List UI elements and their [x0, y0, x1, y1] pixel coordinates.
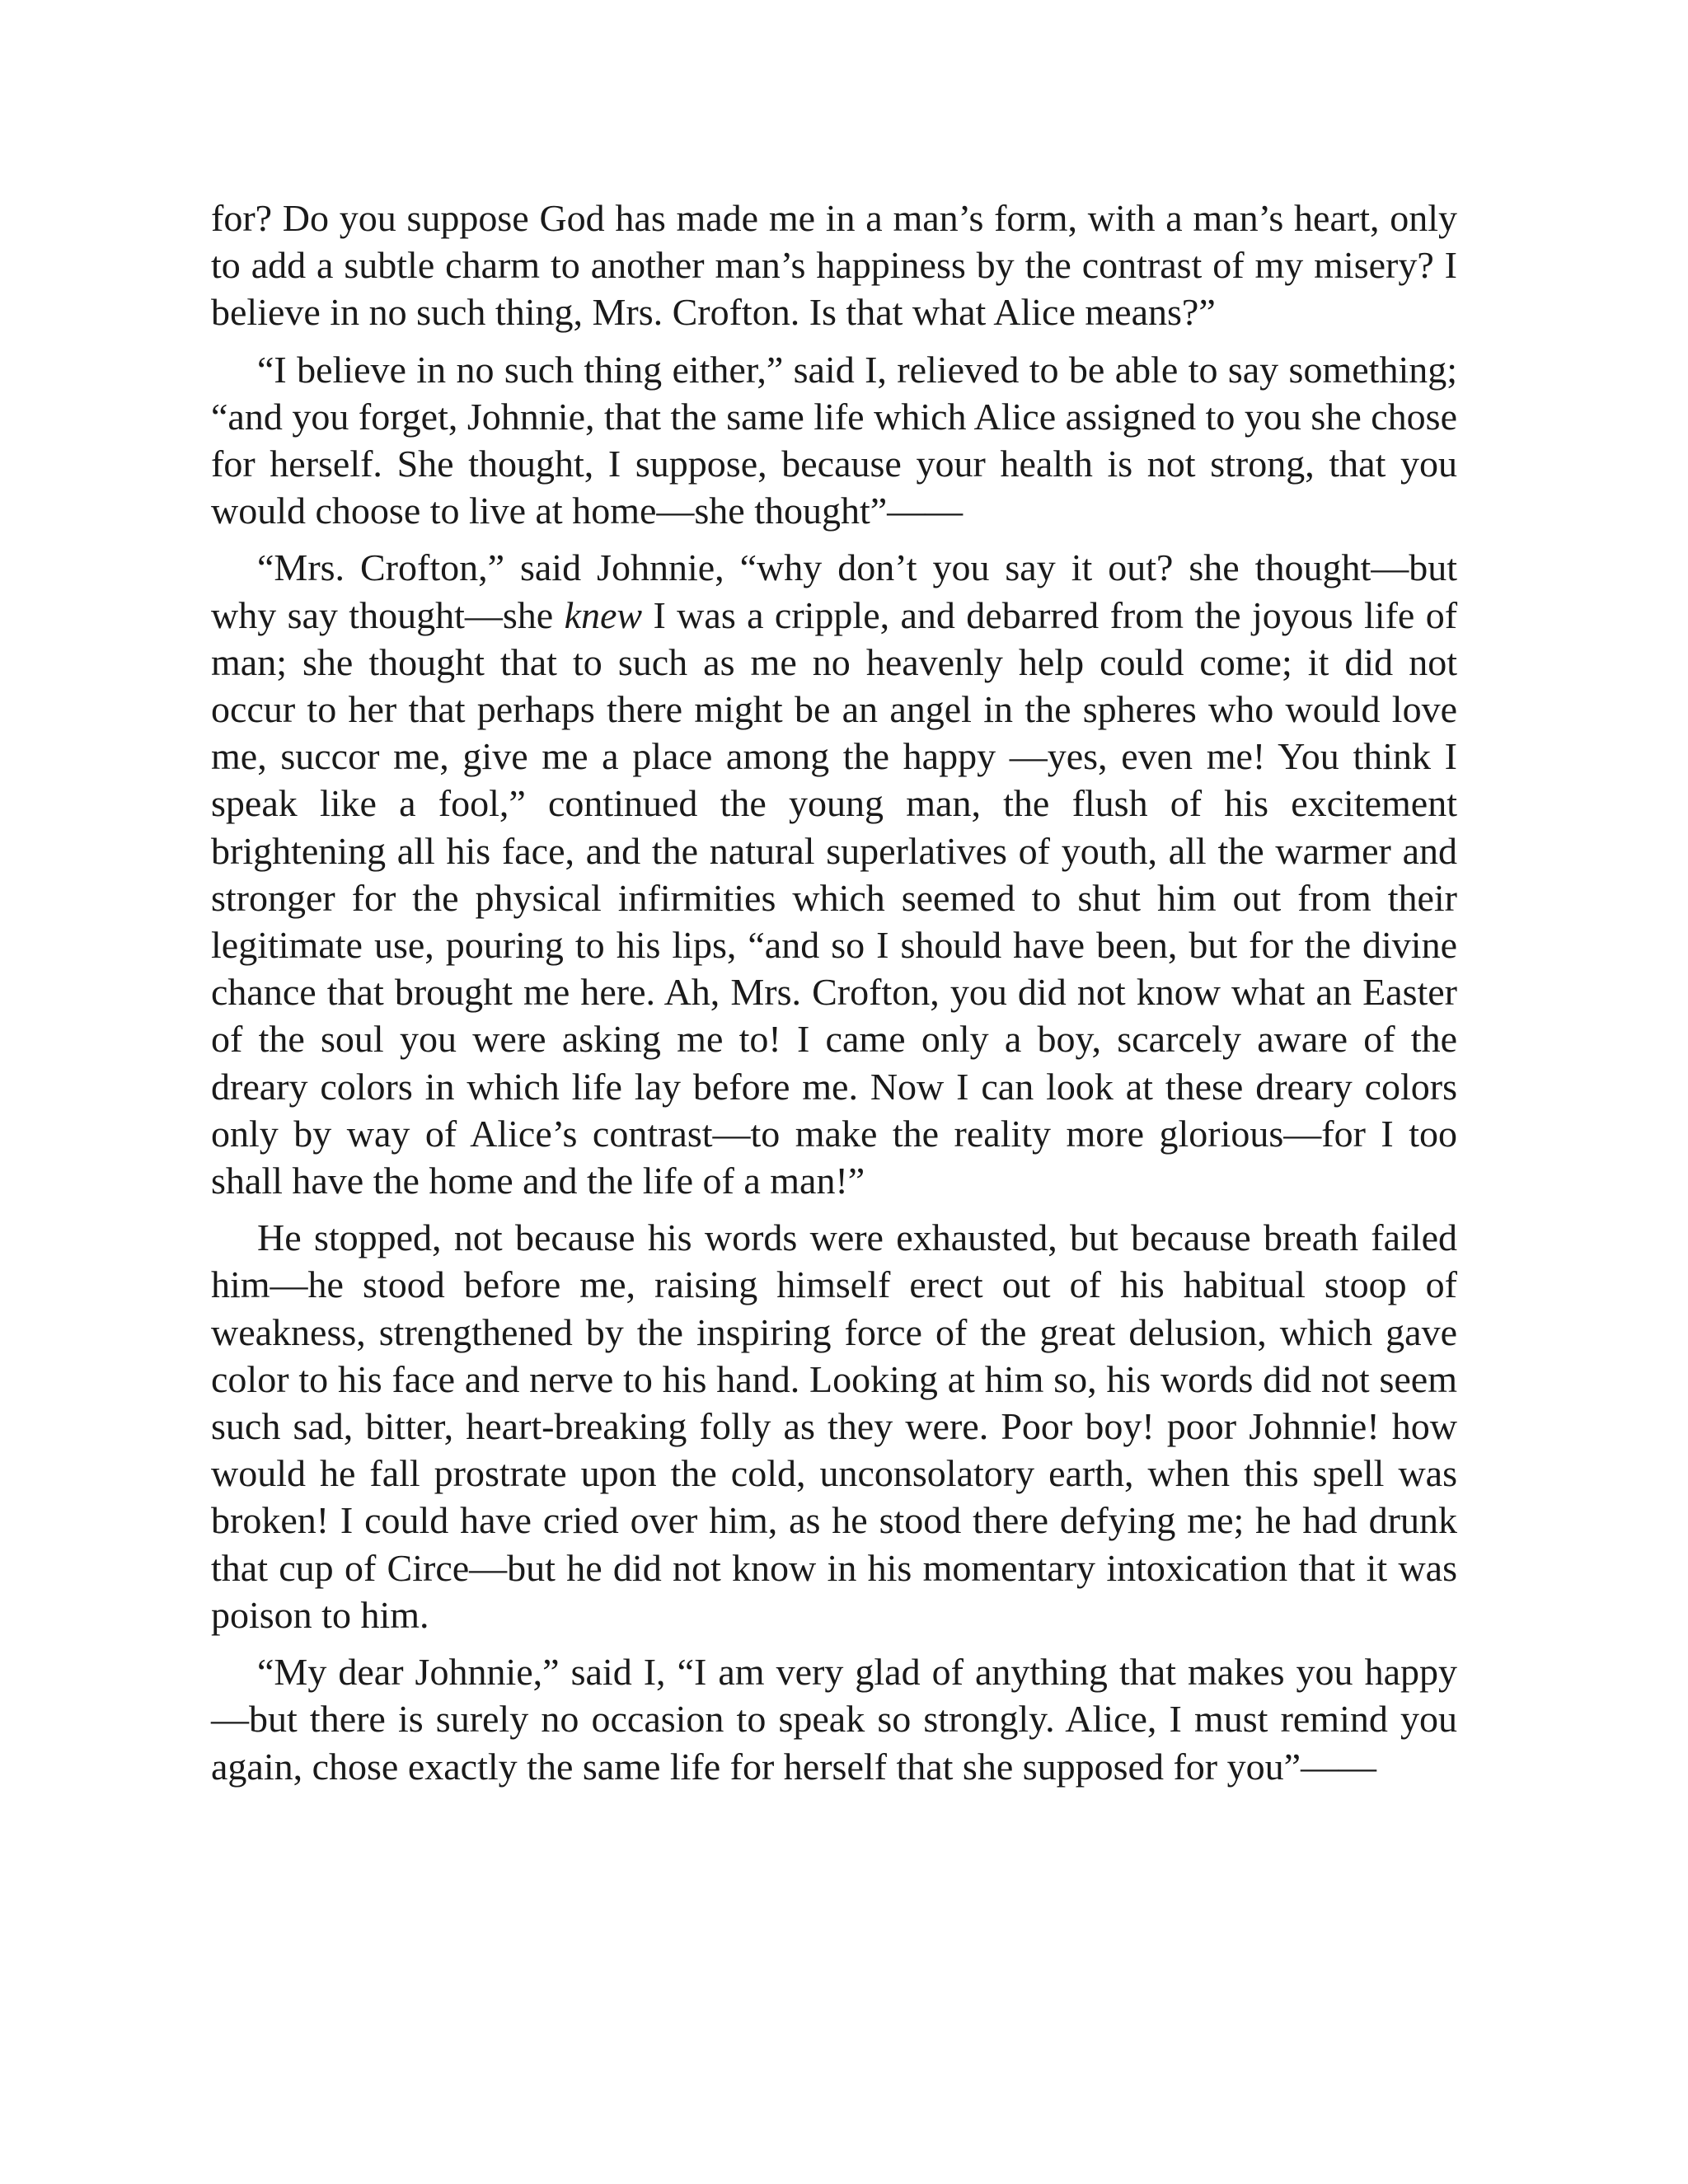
- paragraph: [211, 544, 1457, 1204]
- paragraph-text: “I believe in no such thing either,” said I, relieved to be able to say something; “and you forget, Johnnie, that the same life which Alice assigned to you she chose for herself. She thought, I suppose, because your health is not strong, that you would choose to live at home—she thought”——: [211, 348, 1457, 532]
- paragraph-text: I was a cripple, and debarred from the joyous life of man; she thought that to such as me no heavenly help could come; it did not occur to her that perhaps there might be an angel in the spheres who would love me, succor me, give me a place among the happy —yes, even me! You think I speak like a fool,” continued the young man, the flush of his excitement brightening all his face, and the natural superlatives of youth, all the warmer and stronger for the physical infirmities which seemed to shut him out from their legitimate use, pouring to his lips, “and so I should have been, but for the divine chance that brought me here. Ah, Mrs. Crofton, you did not know what an Easter of the soul you were asking me to! I came only a boy, scarcely aware of the dreary colors in which life lay before me. Now I can look at these dreary colors only by way of Alice’s contrast—to make the reality more glorious—for I too shall have the home and the life of a man!”: [211, 593, 1458, 1202]
- paragraph-text: He stopped, not because his words were exhausted, but because breath failed him—he stood before me, raising himself erect out of his habitual stoop of weakness, strengthened by the inspiring force of the great delusion, which gave color to his face and nerve to his hand. Looking at him so, his words did not seem such sad, bitter, heart-breaking folly as they were. Poor boy! poor Johnnie! how would he fall prostrate upon the cold, unconsolatory earth, when this spell was broken! I could have cried over him, as he stood there defying me; he had drunk that cup of Circe—but he did not know in his momentary intoxication that it was poison to him.: [211, 1216, 1457, 1636]
- paragraph: [211, 1214, 1457, 1638]
- paragraph: [211, 1648, 1457, 1790]
- paragraph-text: for? Do you suppose God has made me in a man’s form, with a man’s heart, only to add a subtle charm to another man’s happiness by the contrast of my misery? I believe in no such thing, Mrs. Crofton. Is that what Alice means?”: [211, 197, 1457, 334]
- paragraph-text: “My dear Johnnie,” said I, “I am very glad of anything that makes you happy—but there is surely no occasion to speak so strongly. Alice, I must remind you again, chose exactly the same life for herself that she supposed for you”——: [211, 1651, 1457, 1788]
- italic-emphasis: knew: [564, 593, 643, 636]
- paragraph-text: “Mrs. Crofton,” said Johnnie, “why don’t you say it out? she thought—but why say thought—she: [211, 546, 1457, 636]
- book-page: [211, 194, 1457, 1800]
- paragraph: [211, 194, 1457, 336]
- paragraph: [211, 346, 1457, 535]
